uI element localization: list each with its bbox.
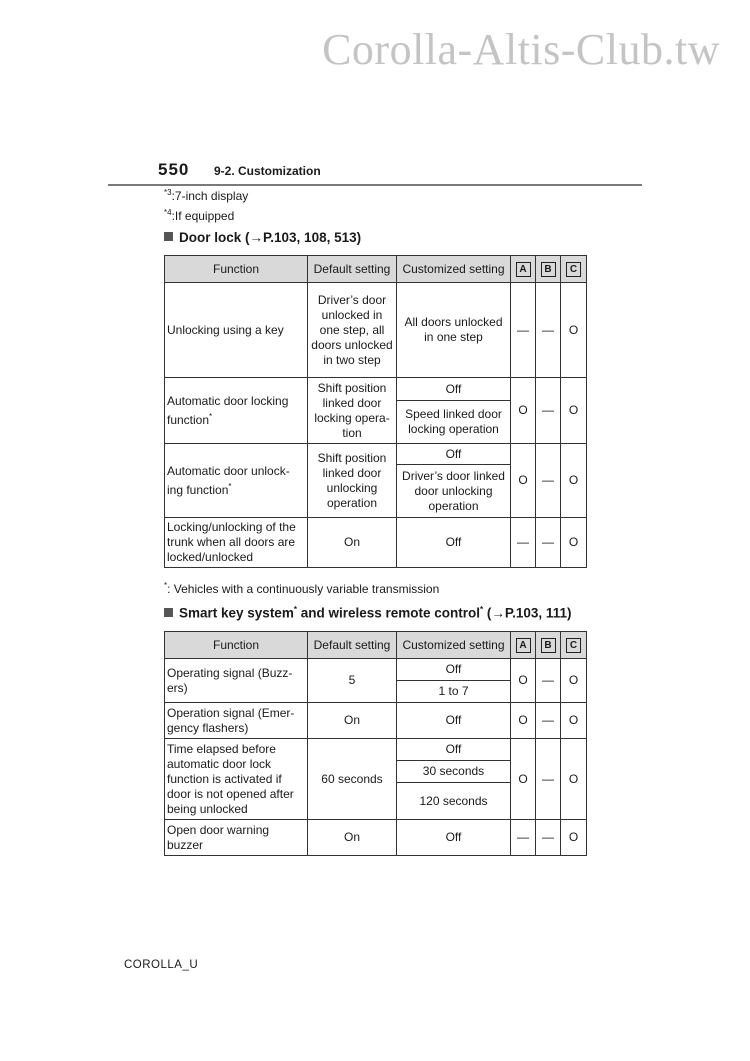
note-if-equipped: $^{*4}$:If equipped xyxy=(164,208,235,223)
col-a xyxy=(511,256,536,283)
function-cell: Automatic door unlock-ing function* xyxy=(165,444,308,518)
note-7-inch-display: $^{*3}$:7-inch display xyxy=(164,188,249,203)
b-cell: — xyxy=(536,283,561,378)
page-footer: COROLLA_U xyxy=(124,959,199,971)
door-lock-table xyxy=(164,255,587,568)
function-cell: Operation signal (Emer-gency flashers) xyxy=(165,703,308,739)
c-cell: O xyxy=(561,283,587,378)
function-cell: Locking/unlocking of the trunk when all doors are locked/unlocked xyxy=(165,518,308,568)
square-bullet-icon xyxy=(164,608,173,617)
boxed-c-icon: C xyxy=(566,638,581,653)
col-c xyxy=(561,632,587,659)
door-lock-footnote: *: Vehicles with a continuously variable transmission xyxy=(164,581,440,596)
door-lock-heading: Door lock (→P.103, 108, 513) xyxy=(164,230,361,245)
arrow-right-icon: → xyxy=(491,605,505,621)
table-row xyxy=(165,659,587,681)
a-cell: O xyxy=(511,739,536,820)
function-cell: Unlocking using a key xyxy=(165,283,308,378)
smart-key-heading: Smart key system* and wireless remote control* (→P.103, 111) xyxy=(164,605,571,621)
a-cell: O xyxy=(511,659,536,703)
default-cell: Driver’s door unlocked in one step, all doors unlocked in two step xyxy=(308,283,397,378)
function-cell: Automatic door locking function* xyxy=(165,378,308,444)
boxed-a-icon: A xyxy=(516,638,531,653)
page-number: 550 xyxy=(158,160,190,179)
default-cell: Shift position linked door locking opera-tion xyxy=(308,378,397,444)
smart-key-table xyxy=(164,631,587,856)
table-row xyxy=(165,703,587,739)
a-cell: — xyxy=(511,518,536,568)
table-row xyxy=(165,739,587,761)
b-cell: — xyxy=(536,659,561,703)
c-cell: O xyxy=(561,378,587,444)
table-header-row xyxy=(165,632,587,659)
table-row xyxy=(165,444,587,465)
default-cell: 5 xyxy=(308,659,397,703)
a-cell: — xyxy=(511,283,536,378)
b-cell: — xyxy=(536,703,561,739)
c-cell: O xyxy=(561,703,587,739)
b-cell: — xyxy=(536,820,561,856)
boxed-c-icon: C xyxy=(566,262,581,277)
default-cell: On xyxy=(308,703,397,739)
customized-cell: Off xyxy=(397,518,511,568)
default-cell: On xyxy=(308,518,397,568)
boxed-b-icon: B xyxy=(541,262,556,277)
c-cell: O xyxy=(561,739,587,820)
customized-cell: Driver’s door linked door unlocking operation xyxy=(397,465,511,518)
col-c xyxy=(561,256,587,283)
arrow-right-icon: → xyxy=(249,230,264,245)
c-cell: O xyxy=(561,820,587,856)
default-cell: On xyxy=(308,820,397,856)
function-cell: Operating signal (Buzz-ers) xyxy=(165,659,308,703)
col-default-setting: Default setting xyxy=(308,256,397,283)
page-header xyxy=(108,158,642,186)
a-cell: O xyxy=(511,378,536,444)
customized-cell: All doors unlocked in one step xyxy=(397,283,511,378)
col-customized-setting: Customized setting xyxy=(397,256,511,283)
table-row xyxy=(165,378,587,401)
default-cell: 60 seconds xyxy=(308,739,397,820)
function-cell: Open door warning buzzer xyxy=(165,820,308,856)
c-cell: O xyxy=(561,518,587,568)
customized-cell: 120 seconds xyxy=(397,783,511,820)
b-cell: — xyxy=(536,518,561,568)
c-cell: O xyxy=(561,444,587,518)
c-cell: O xyxy=(561,659,587,703)
col-customized-setting: Customized setting xyxy=(397,632,511,659)
b-cell: — xyxy=(536,378,561,444)
col-default-setting: Default setting xyxy=(308,632,397,659)
table-row xyxy=(165,820,587,856)
customized-cell: Off xyxy=(397,739,511,761)
a-cell: O xyxy=(511,703,536,739)
b-cell: — xyxy=(536,739,561,820)
table-row xyxy=(165,518,587,568)
col-function: Function xyxy=(165,632,308,659)
table-row xyxy=(165,283,587,378)
col-function: Function xyxy=(165,256,308,283)
a-cell: O xyxy=(511,444,536,518)
default-cell: Shift position linked door unlocking operation xyxy=(308,444,397,518)
table-header-row xyxy=(165,256,587,283)
customized-cell: Off xyxy=(397,659,511,681)
section-title: 9-2. Customization xyxy=(214,164,321,178)
col-b xyxy=(536,256,561,283)
col-b xyxy=(536,632,561,659)
customized-cell: Speed linked door locking operation xyxy=(397,401,511,444)
customized-cell: 1 to 7 xyxy=(397,681,511,703)
customized-cell: Off xyxy=(397,378,511,401)
boxed-a-icon: A xyxy=(516,262,531,277)
a-cell: — xyxy=(511,820,536,856)
col-a xyxy=(511,632,536,659)
function-cell: Time elapsed before automatic door lock function is activated if door is not opened after being unlocked xyxy=(165,739,308,820)
customized-cell: Off xyxy=(397,703,511,739)
b-cell: — xyxy=(536,444,561,518)
boxed-b-icon: B xyxy=(541,638,556,653)
customized-cell: Off xyxy=(397,444,511,465)
customized-cell: Off xyxy=(397,820,511,856)
watermark-text: Corolla-Altis-Club.tw xyxy=(322,25,720,74)
square-bullet-icon xyxy=(164,232,173,241)
customized-cell: 30 seconds xyxy=(397,761,511,783)
